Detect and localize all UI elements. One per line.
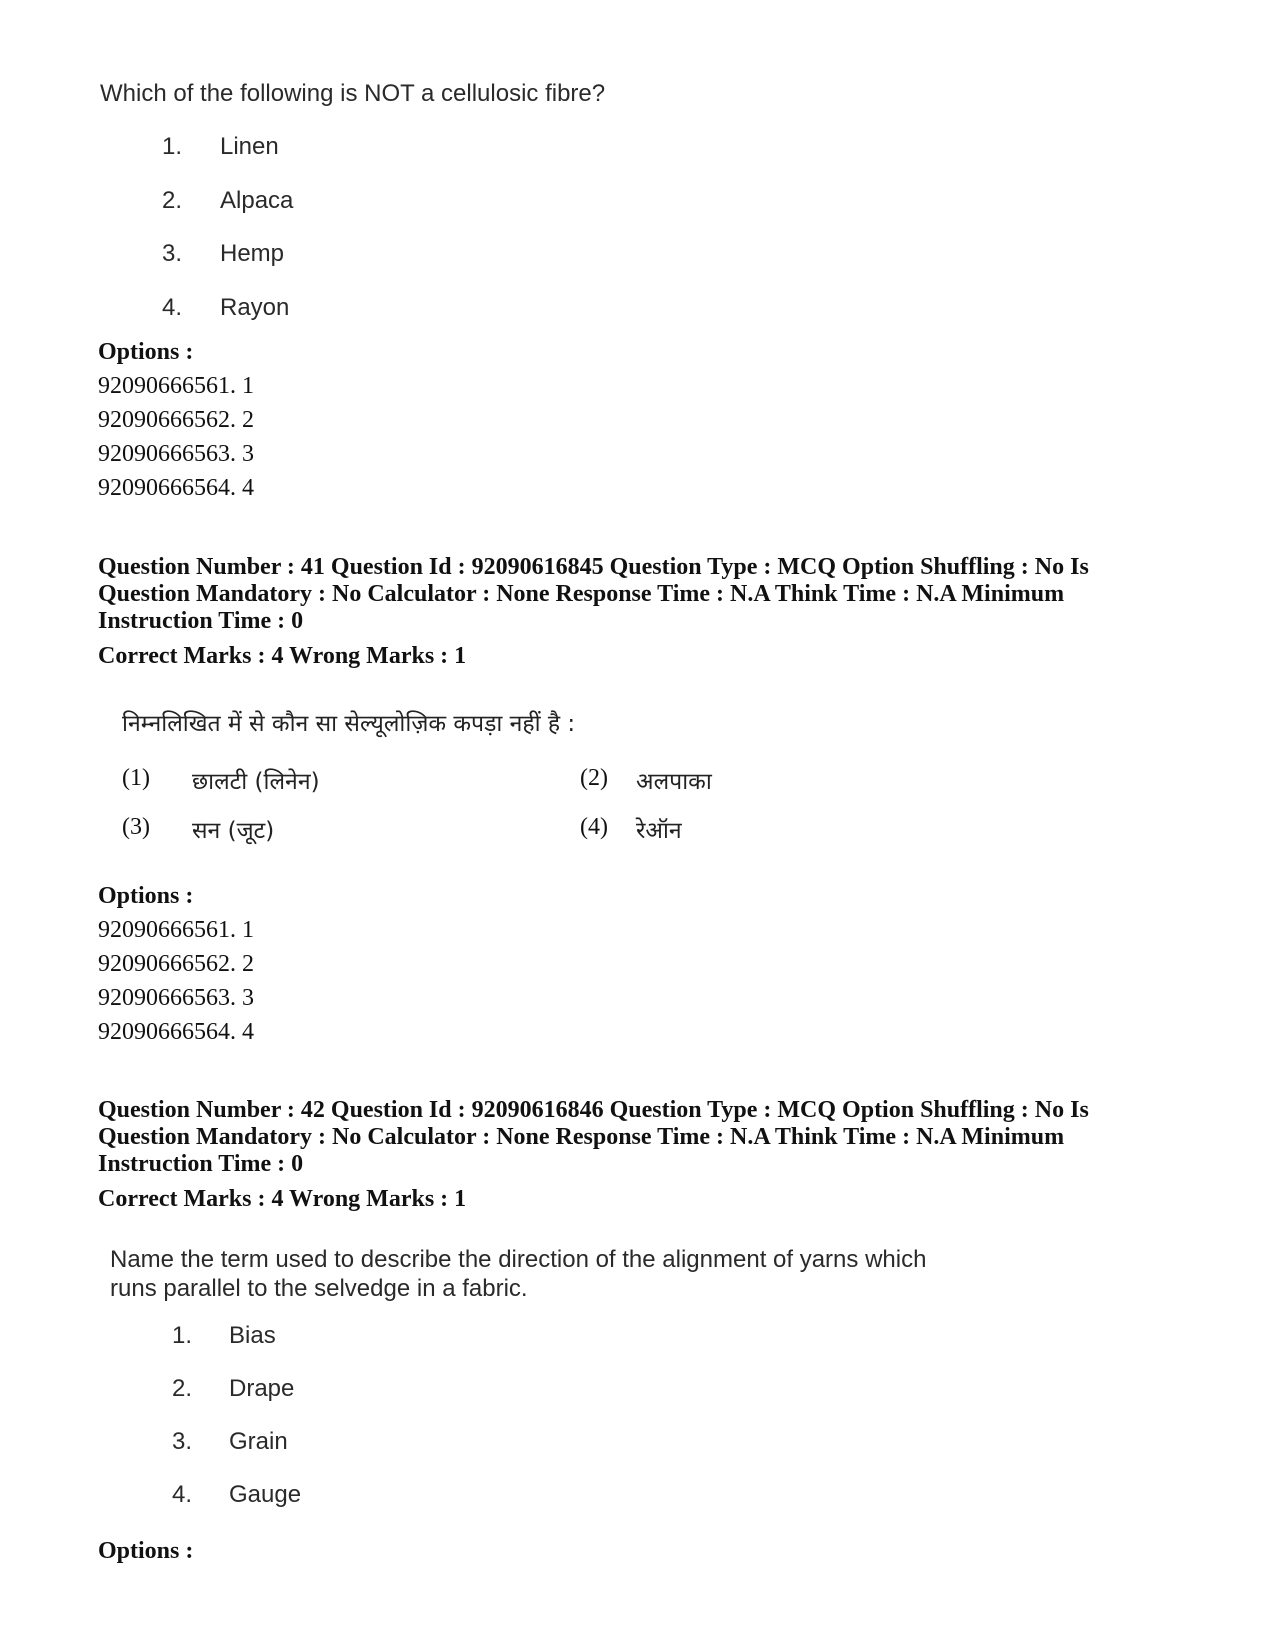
choice-label: सन (जूट) bbox=[192, 818, 275, 844]
option-line: 92090666562. 2 bbox=[98, 951, 254, 977]
question-text: Which of the following is NOT a cellulosic fibre? bbox=[100, 80, 606, 107]
marks-line: Correct Marks : 4 Wrong Marks : 1 bbox=[98, 1186, 467, 1212]
choice-label: Linen bbox=[220, 133, 279, 160]
choice-label: Gauge bbox=[229, 1481, 302, 1508]
question-text-line: Name the term used to describe the direction of the alignment of yarns which bbox=[110, 1246, 927, 1273]
choice-number: 1. bbox=[171, 1322, 192, 1349]
choice-number: (1) bbox=[122, 765, 150, 791]
options-header: Options : bbox=[98, 883, 194, 909]
choice-label: Hemp bbox=[220, 240, 285, 267]
choice-label: रेऑन bbox=[636, 818, 682, 844]
choice-label: Alpaca bbox=[220, 187, 294, 214]
meta-line: Question Mandatory : No Calculator : None Response Time : N.A Think Time : N.A Minimum bbox=[98, 1124, 1065, 1150]
choice-number: 1. bbox=[161, 133, 182, 160]
meta-line: Question Number : 42 Question Id : 92090616846 Question Type : MCQ Option Shuffling : No Is bbox=[98, 1097, 1089, 1123]
meta-line: Instruction Time : 0 bbox=[98, 608, 304, 634]
option-line: 92090666561. 1 bbox=[98, 373, 254, 399]
choice-number: (3) bbox=[122, 814, 150, 840]
question-meta bbox=[98, 1097, 1198, 1178]
choice-number: (2) bbox=[580, 765, 608, 791]
meta-line: Instruction Time : 0 bbox=[98, 1151, 304, 1177]
choice-label: Drape bbox=[229, 1375, 295, 1402]
choice-label: अलपाका bbox=[636, 769, 712, 795]
choice-number: (4) bbox=[580, 814, 608, 840]
choice-label: Bias bbox=[229, 1322, 276, 1349]
option-line: 92090666563. 3 bbox=[98, 441, 254, 467]
meta-line: Question Mandatory : No Calculator : None Response Time : N.A Think Time : N.A Minimum bbox=[98, 581, 1065, 607]
option-line: 92090666562. 2 bbox=[98, 407, 254, 433]
question-text-line: runs parallel to the selvedge in a fabric. bbox=[110, 1275, 528, 1302]
choice-number: 2. bbox=[161, 187, 182, 214]
question-text bbox=[110, 1245, 926, 1303]
marks-line: Correct Marks : 4 Wrong Marks : 1 bbox=[98, 643, 467, 669]
options-header: Options : bbox=[98, 1538, 194, 1564]
option-line: 92090666564. 4 bbox=[98, 1019, 254, 1045]
options-header: Options : bbox=[98, 339, 194, 365]
question-text-hindi: निम्नलिखित में से कौन सा सेल्यूलोज़िक कपड़ा नहीं है : bbox=[122, 711, 576, 737]
choice-number: 4. bbox=[161, 294, 182, 321]
choice-number: 4. bbox=[171, 1481, 192, 1508]
choice-label: Rayon bbox=[220, 294, 290, 321]
option-line: 92090666563. 3 bbox=[98, 985, 254, 1011]
choice-number: 2. bbox=[171, 1375, 192, 1402]
choice-label: Grain bbox=[229, 1428, 288, 1455]
question-meta bbox=[98, 554, 1198, 635]
meta-line: Question Number : 41 Question Id : 92090616845 Question Type : MCQ Option Shuffling : No Is bbox=[98, 554, 1089, 580]
choice-label: छालटी (लिनेन) bbox=[192, 769, 320, 795]
choice-number: 3. bbox=[171, 1428, 192, 1455]
choice-number: 3. bbox=[161, 240, 182, 267]
option-line: 92090666564. 4 bbox=[98, 475, 254, 501]
option-line: 92090666561. 1 bbox=[98, 917, 254, 943]
